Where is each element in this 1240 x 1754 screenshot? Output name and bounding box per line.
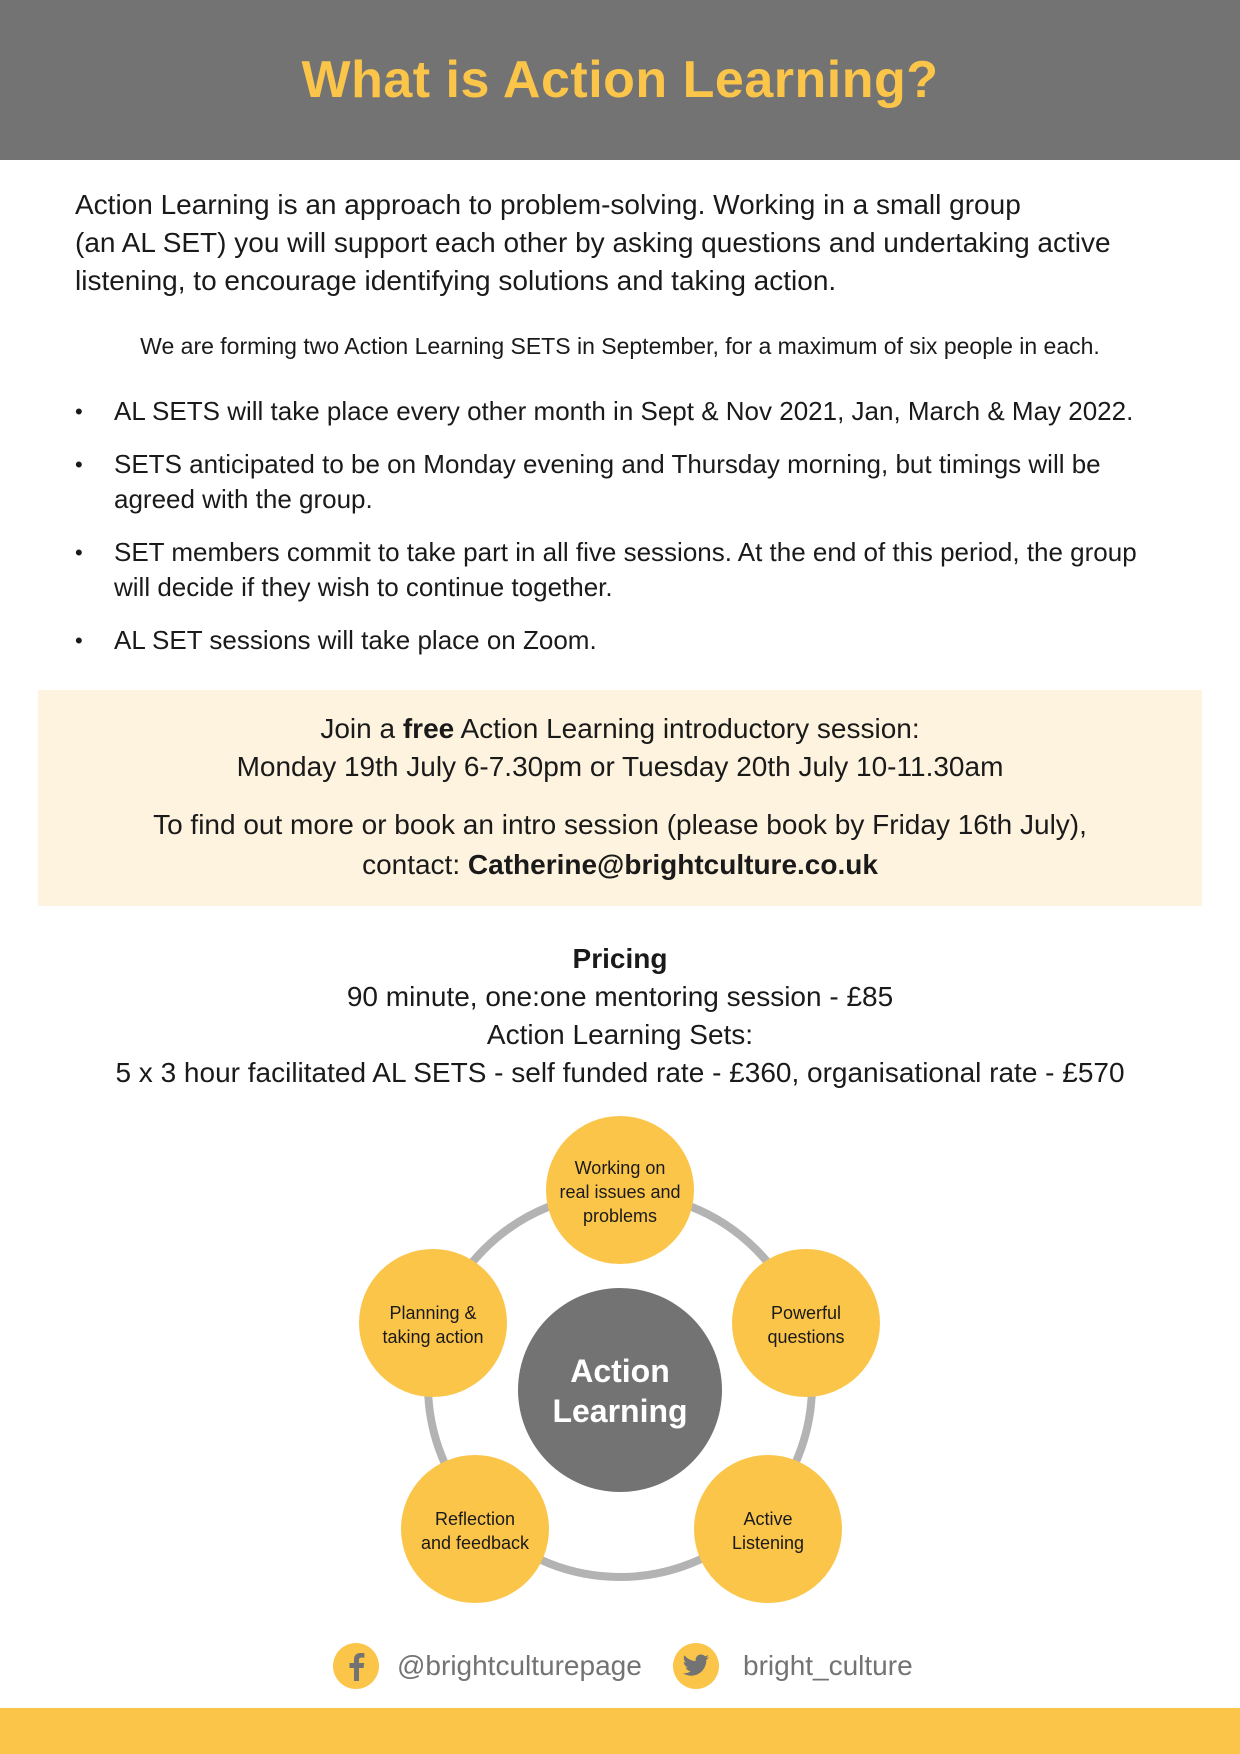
node-active-listening-line-2: Listening <box>731 1533 805 1553</box>
pricing-mentoring: 90 minute, one:one mentoring session - £85 <box>346 981 894 1012</box>
forming-statement: We are forming two Action Learning SETS in September, for a maximum of six people in each. <box>140 333 1100 359</box>
list-item-text: AL SET sessions will take place on Zoom. <box>114 625 597 655</box>
join-line <box>38 710 1202 748</box>
twitter-link[interactable] <box>673 1638 913 1694</box>
center-circle <box>518 1288 722 1492</box>
pricing-sets-label: Action Learning Sets: <box>486 1019 754 1050</box>
node-reflection-feedback-line-2: and feedback <box>420 1533 530 1553</box>
contact-email-link[interactable]: Catherine@brightculture.co.uk <box>467 849 878 880</box>
list-item-text: agreed with the group. <box>114 484 373 514</box>
intro-paragraph <box>75 186 1175 300</box>
node-reflection-feedback <box>401 1455 549 1603</box>
find-out-more: To find out more or book an intro session (please book by Friday 16th July), <box>153 809 1087 840</box>
join-pre: Join a <box>320 713 403 744</box>
pricing-section <box>0 940 1240 1092</box>
pricing-sets-rates: 5 x 3 hour facilitated AL SETS - self funded rate - £360, organisational rate - £570 <box>115 1057 1125 1088</box>
center-label-line-2: Learning <box>552 1393 688 1429</box>
session-dates: Monday 19th July 6-7.30pm or Tuesday 20th July 10-11.30am <box>236 751 1004 782</box>
footer-bar <box>0 1708 1240 1754</box>
list-item-text: will decide if they wish to continue together. <box>114 572 613 602</box>
node-powerful-questions-line-1: Powerful <box>770 1303 842 1323</box>
twitter-icon <box>673 1643 719 1689</box>
node-planning-action-line-2: taking action <box>382 1327 484 1347</box>
center-label-line-1: Action <box>570 1353 670 1389</box>
details-list <box>75 394 1175 676</box>
node-reflection-feedback-line-1: Reflection <box>434 1509 516 1529</box>
bullet-icon: • <box>75 399 83 424</box>
list-item <box>75 535 1175 605</box>
intro-line-3: listening, to encourage identifying solutions and taking action. <box>75 265 837 296</box>
node-real-issues-line-3: problems <box>582 1206 658 1226</box>
header-banner <box>0 0 1240 160</box>
contact-label: contact: <box>362 849 468 880</box>
facebook-handle: @brightculturepage <box>397 1650 642 1681</box>
intro-line-1: Action Learning is an approach to problem-solving. Working in a small group <box>75 189 1021 220</box>
bullet-icon: • <box>75 628 83 653</box>
intro-line-2: (an AL SET) you will support each other by asking questions and undertaking active <box>75 227 1111 258</box>
social-links <box>0 1638 1240 1694</box>
node-real-issues-line-1: Working on <box>574 1158 666 1178</box>
node-powerful-questions <box>732 1249 880 1397</box>
twitter-handle: bright_culture <box>743 1650 913 1681</box>
node-powerful-questions-line-2: questions <box>767 1327 845 1347</box>
list-item <box>75 623 1175 658</box>
list-item-text: SET members commit to take part in all five sessions. At the end of this period, the group <box>114 537 1137 567</box>
node-active-listening-line-1: Active <box>743 1509 793 1529</box>
contact-line <box>38 845 1202 885</box>
list-item <box>75 447 1175 517</box>
intro-session-box <box>38 690 1202 906</box>
join-post: Action Learning introductory session: <box>454 713 920 744</box>
facebook-link[interactable] <box>333 1638 642 1694</box>
node-real-issues-line-2: real issues and <box>559 1182 681 1202</box>
node-planning-action-line-1: Planning & <box>389 1303 477 1323</box>
page-title: What is Action Learning? <box>301 51 939 109</box>
action-learning-diagram <box>340 1105 900 1605</box>
facebook-icon <box>333 1643 379 1689</box>
bullet-icon: • <box>75 452 83 477</box>
list-item <box>75 394 1175 429</box>
pricing-title: Pricing <box>572 943 668 974</box>
list-item-text: SETS anticipated to be on Monday evening and Thursday morning, but timings will be <box>114 449 1101 479</box>
bullet-icon: • <box>75 540 83 565</box>
free-emphasis: free <box>402 713 455 744</box>
node-active-listening <box>694 1455 842 1603</box>
list-item-text: AL SETS will take place every other month in Sept & Nov 2021, Jan, March & May 2022. <box>114 396 1134 426</box>
node-planning-action <box>359 1249 507 1397</box>
